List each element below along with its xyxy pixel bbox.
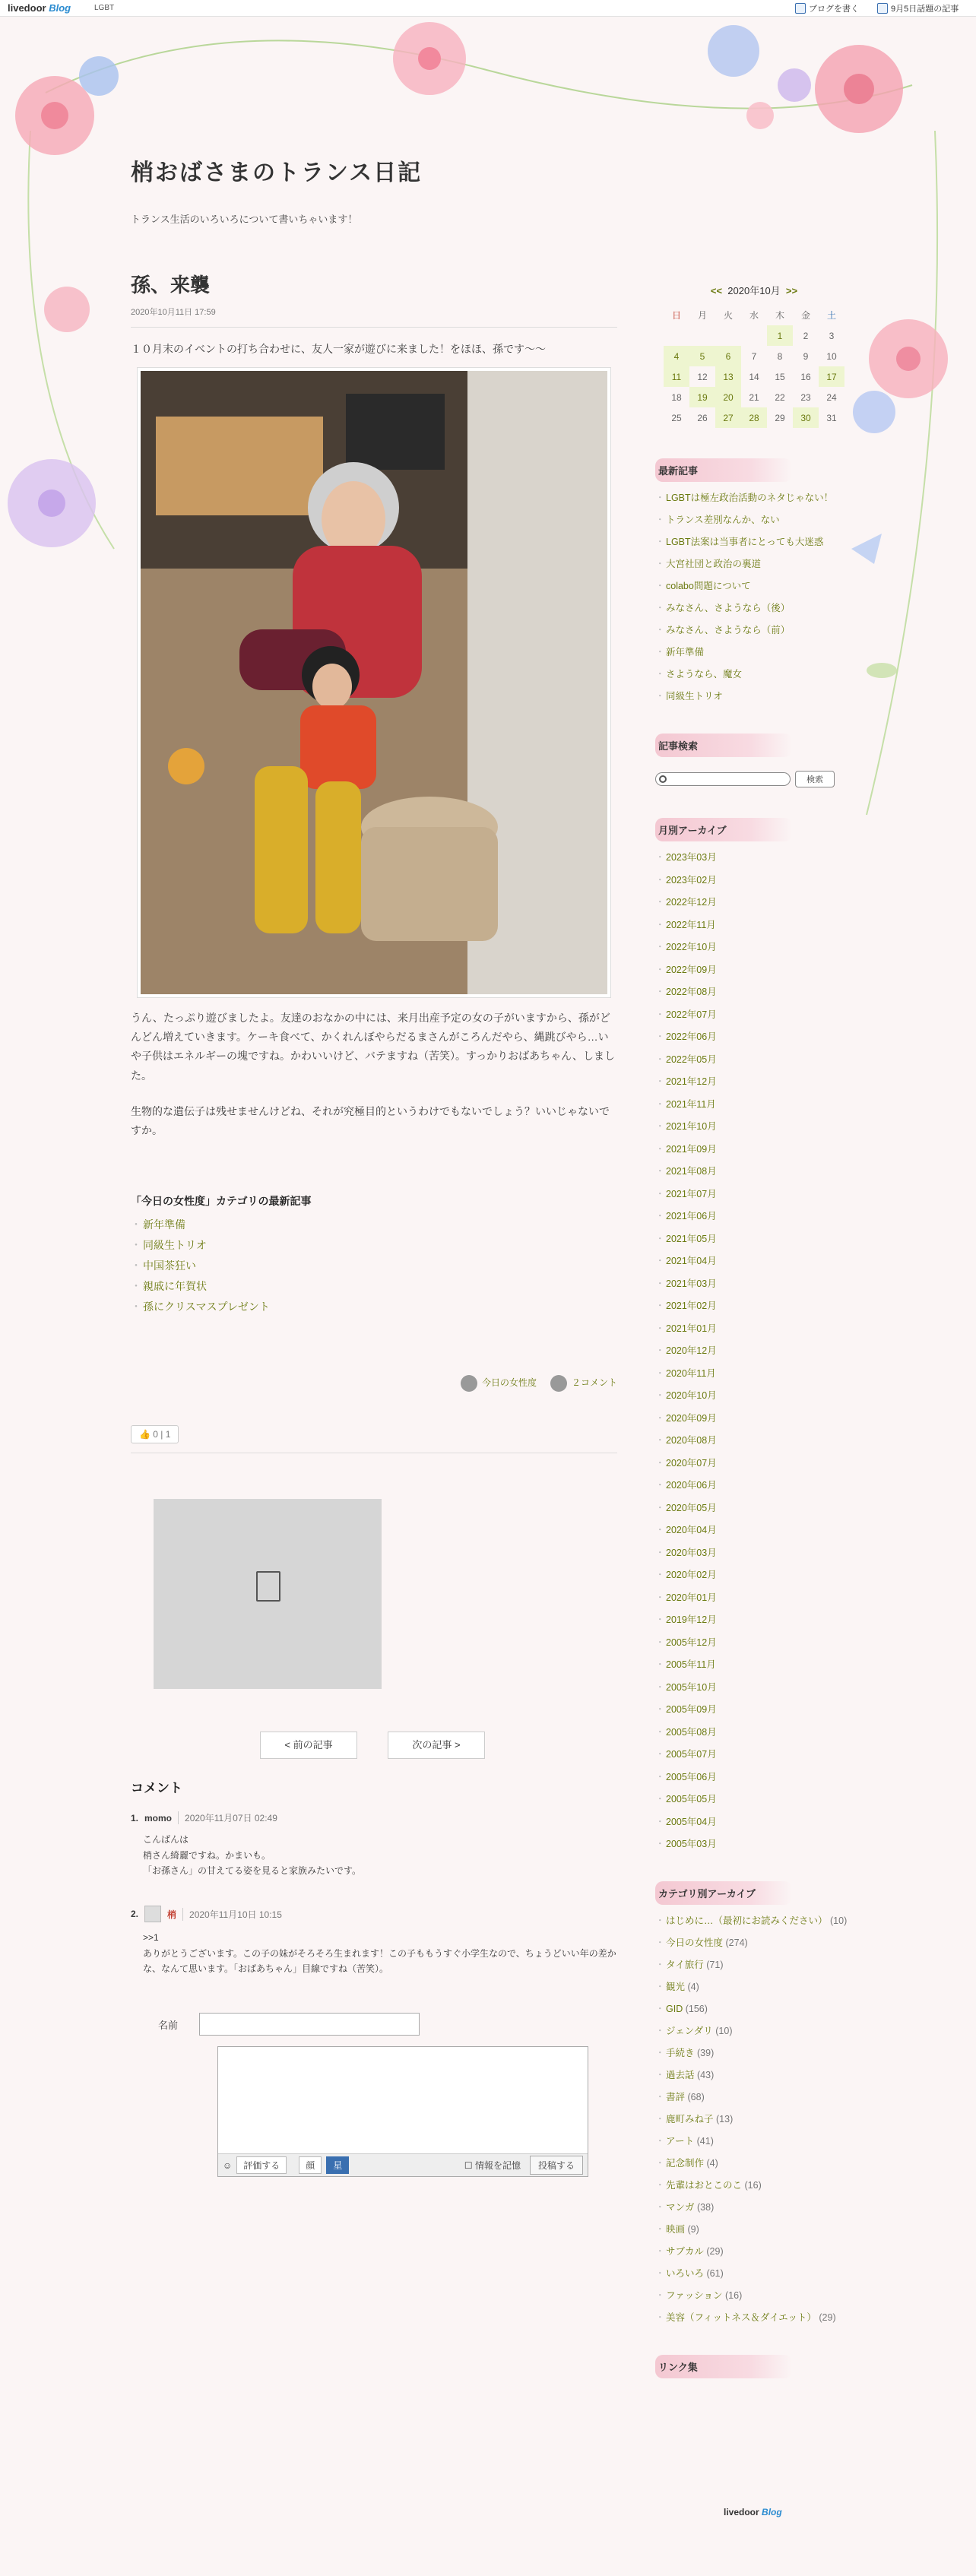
calendar-day: 8 bbox=[777, 350, 783, 362]
category-link[interactable] bbox=[655, 2024, 853, 2038]
category-count: (156) bbox=[685, 2004, 708, 2014]
category-count: (13) bbox=[716, 2114, 734, 2124]
category-name: アート bbox=[666, 2136, 695, 2147]
broken-image-icon bbox=[256, 1571, 280, 1602]
category-count: (4) bbox=[687, 1982, 699, 1992]
category-count: (38) bbox=[697, 2202, 715, 2213]
category-count: (10) bbox=[715, 2026, 733, 2036]
pencil-icon bbox=[795, 3, 806, 14]
rate-dropdown[interactable]: 評価する bbox=[236, 2156, 287, 2174]
post-photo-illustration bbox=[141, 371, 607, 994]
calendar-day bbox=[689, 325, 715, 346]
topbar-category-link[interactable]: LGBT bbox=[94, 4, 115, 12]
folder-icon bbox=[461, 1375, 477, 1392]
calendar-day: 15 bbox=[775, 371, 785, 382]
search-input[interactable] bbox=[655, 772, 791, 786]
category-name: 鹿町みね子 bbox=[666, 2114, 714, 2124]
category-count: (68) bbox=[687, 2092, 705, 2102]
blog-description: トランス生活のいろいろについて書いちゃいます！ bbox=[131, 214, 358, 225]
calendar-day[interactable]: 17 bbox=[819, 366, 844, 387]
calendar-day: 7 bbox=[751, 350, 757, 362]
calendar-weekday: 月 bbox=[697, 310, 707, 321]
archive-month-link[interactable]: ・ 2021年08月 bbox=[655, 1164, 853, 1178]
archive-month-link[interactable]: ・ 2020年11月 bbox=[655, 1367, 853, 1380]
calendar-prev-link[interactable]: << bbox=[710, 285, 723, 296]
post-title[interactable]: 孫、来襲 bbox=[131, 274, 211, 297]
calendar-day[interactable]: 20 bbox=[715, 387, 741, 407]
category-link[interactable] bbox=[655, 1914, 853, 1928]
archive-month-link[interactable]: ・ 2021年06月 bbox=[655, 1209, 853, 1223]
livedoor-blog-logo[interactable]: livedoor Blog bbox=[8, 2, 71, 14]
calendar-day: 12 bbox=[697, 371, 708, 382]
archive-month-link[interactable]: ・ 2020年03月 bbox=[655, 1546, 853, 1560]
calendar-day bbox=[664, 325, 689, 346]
archive-month-link[interactable]: ・ 2023年02月 bbox=[655, 873, 853, 887]
calendar-day[interactable]: 11 bbox=[664, 366, 689, 387]
related-article-link[interactable]: ・ 親戚に年賀状 bbox=[131, 1276, 617, 1297]
calendar-weekday: 金 bbox=[800, 310, 810, 321]
monthly-archive-list bbox=[655, 851, 853, 1851]
category-count: (41) bbox=[696, 2136, 714, 2147]
calendar-title: 2020年10月 bbox=[727, 285, 781, 296]
calendar-day: 9 bbox=[803, 350, 809, 362]
archive-month-link[interactable]: ・ 2020年06月 bbox=[655, 1478, 853, 1492]
archive-month-link[interactable]: ・ 2022年10月 bbox=[655, 940, 853, 954]
archive-month-link[interactable]: ・ 2005年08月 bbox=[655, 1725, 853, 1739]
trending-articles-button[interactable]: 9月5日話題の記事 bbox=[877, 2, 959, 14]
category-name: 書評 bbox=[666, 2092, 686, 2102]
category-count: (10) bbox=[830, 1915, 848, 1926]
archive-month-link[interactable]: ・ 2022年09月 bbox=[655, 963, 853, 977]
avatar[interactable] bbox=[144, 1906, 161, 1922]
calendar-day: 24 bbox=[826, 391, 837, 403]
archive-month-link[interactable]: ・ 2021年12月 bbox=[655, 1075, 853, 1088]
recent-post-link[interactable]: ・ さようなら、魔女 bbox=[655, 667, 853, 681]
category-name: 手続き bbox=[666, 2048, 695, 2058]
category-count: (29) bbox=[819, 2312, 836, 2323]
calendar-day[interactable]: 4 bbox=[664, 346, 689, 366]
comment-text: こんばんは 梢さん綺麗ですね。かまいも。 「お孫さん」の甘えてる姿を見ると家族みたいです。 bbox=[143, 1834, 362, 1876]
category-name: 先輩はおとこのこ bbox=[666, 2180, 743, 2191]
related-article-link[interactable]: ・ 孫にクリスマスプレゼント bbox=[131, 1297, 617, 1317]
main-column bbox=[131, 270, 617, 2177]
face-button[interactable]: 顔 bbox=[299, 2156, 322, 2174]
category-link[interactable] bbox=[655, 2223, 853, 2236]
comment-textarea[interactable] bbox=[217, 2046, 588, 2177]
calendar-day bbox=[741, 325, 767, 346]
search-title: 記事検索 bbox=[655, 734, 792, 757]
category-link[interactable] bbox=[655, 2090, 853, 2104]
archive-month-link[interactable]: ・ 2020年02月 bbox=[655, 1568, 853, 1582]
name-label: 名前 bbox=[158, 2019, 179, 2031]
category-link[interactable] bbox=[655, 1958, 853, 1972]
category-link[interactable] bbox=[655, 2178, 853, 2192]
next-article-button[interactable]: 次の記事 > bbox=[388, 1732, 485, 1759]
archive-month-link[interactable]: ・ 2022年12月 bbox=[655, 895, 853, 909]
post-photo[interactable] bbox=[137, 367, 611, 998]
post-date: 2020年10月11日 17:59 bbox=[131, 308, 216, 317]
archive-month-link[interactable]: ・ 2022年11月 bbox=[655, 918, 853, 932]
calendar bbox=[664, 305, 844, 428]
ad-image-placeholder[interactable] bbox=[154, 1499, 382, 1689]
category-count: (61) bbox=[706, 2268, 724, 2279]
archive-month-link[interactable]: ・ 2021年01月 bbox=[655, 1322, 853, 1336]
archive-month-link[interactable]: ・ 2020年05月 bbox=[655, 1501, 853, 1515]
calendar-day[interactable]: 6 bbox=[715, 346, 741, 366]
category-name: 記念制作 bbox=[666, 2158, 705, 2169]
calendar-weekday: 水 bbox=[749, 310, 759, 321]
recent-post-link[interactable]: ・ colabo問題について bbox=[655, 579, 853, 593]
category-name: いろいろ bbox=[666, 2268, 705, 2279]
calendar-day: 31 bbox=[826, 412, 837, 423]
archive-month-link[interactable]: ・ 2020年07月 bbox=[655, 1456, 853, 1470]
calendar-day[interactable]: 30 bbox=[793, 407, 819, 428]
post-body-paragraph: 生物的な遺伝子は残せませんけどね、それが究極目的というわけでもないでしょう？いいじゃないですか。 bbox=[131, 1104, 610, 1136]
recent-posts-title: 最新記事 bbox=[655, 458, 792, 482]
category-name: 今日の女性度 bbox=[666, 1938, 724, 1948]
emoji-icon[interactable]: ☺ bbox=[223, 2159, 233, 2171]
archive-title: 月別アーカイブ bbox=[655, 818, 792, 841]
category-name: はじめに…（最初にお読みください） bbox=[666, 1915, 828, 1926]
post-pager bbox=[260, 1732, 617, 1759]
category-count: (4) bbox=[706, 2158, 718, 2169]
category-link[interactable] bbox=[655, 2002, 853, 2016]
archive-month-link[interactable]: ・ 2020年10月 bbox=[655, 1389, 853, 1402]
calendar-weekday: 木 bbox=[775, 310, 784, 321]
comments-heading: コメント bbox=[131, 1781, 182, 1796]
archive-month-link[interactable]: ・ 2022年05月 bbox=[655, 1053, 853, 1066]
category-name: マンガ bbox=[666, 2202, 695, 2213]
calendar-day[interactable]: 13 bbox=[715, 366, 741, 387]
archive-month-link[interactable]: ・ 2020年08月 bbox=[655, 1434, 853, 1447]
footer-livedoor-logo[interactable]: livedoor Blog bbox=[724, 2507, 782, 2517]
post-body bbox=[131, 1009, 617, 1140]
archive-month-link[interactable]: ・ 2021年03月 bbox=[655, 1277, 853, 1291]
category-link[interactable] bbox=[655, 2311, 853, 2324]
calendar-day: 16 bbox=[800, 371, 811, 382]
archive-month-link[interactable]: ・ 2020年12月 bbox=[655, 1344, 853, 1358]
category-link[interactable] bbox=[655, 2245, 853, 2258]
calendar-day: 25 bbox=[671, 412, 682, 423]
archive-month-link[interactable]: ・ 2005年06月 bbox=[655, 1770, 853, 1784]
calendar-day[interactable]: 28 bbox=[741, 407, 767, 428]
archive-month-link[interactable]: ・ 2021年05月 bbox=[655, 1232, 853, 1246]
archive-month-link[interactable]: ・ 2005年11月 bbox=[655, 1658, 853, 1671]
comment-date: 2020年11月07日 02:49 bbox=[178, 1811, 277, 1824]
recent-post-link[interactable]: ・ みなさん、さようなら（後） bbox=[655, 601, 853, 615]
comment-icon bbox=[550, 1375, 567, 1392]
calendar-day: 3 bbox=[829, 330, 835, 341]
calendar-day: 18 bbox=[671, 391, 682, 403]
archive-month-link[interactable]: ・ 2005年12月 bbox=[655, 1636, 853, 1649]
archive-month-link[interactable]: ・ 2005年10月 bbox=[655, 1681, 853, 1694]
category-name: ジェンダリ bbox=[666, 2026, 713, 2036]
archive-month-link[interactable]: ・ 2022年07月 bbox=[655, 1008, 853, 1022]
archive-month-link[interactable]: ・ 2021年11月 bbox=[655, 1098, 853, 1111]
related-article-link[interactable]: ・ 中国茶狂い bbox=[131, 1256, 617, 1276]
category-archive-title: カテゴリ別アーカイブ bbox=[655, 1881, 792, 1905]
recent-post-link[interactable]: ・ LGBT法案は当事者にとっても大迷惑 bbox=[655, 535, 853, 549]
comment-item bbox=[131, 1906, 617, 1976]
category-count: (39) bbox=[697, 2048, 715, 2058]
archive-month-link[interactable]: ・ 2005年07月 bbox=[655, 1747, 853, 1761]
related-articles bbox=[131, 1193, 617, 1317]
archive-month-link[interactable]: ・ 2021年04月 bbox=[655, 1254, 853, 1268]
category-name: サブカル bbox=[666, 2246, 704, 2257]
sidebar bbox=[655, 283, 853, 2378]
category-count: (274) bbox=[725, 1938, 748, 1948]
write-blog-button[interactable]: ブログを書く bbox=[795, 2, 859, 14]
archive-month-link[interactable]: ・ 2019年12月 bbox=[655, 1613, 853, 1627]
recent-posts-list bbox=[655, 491, 853, 703]
category-link[interactable] bbox=[655, 2156, 853, 2170]
calendar-day: 29 bbox=[775, 412, 785, 423]
recent-post-link[interactable]: ・ 大宮社団と政治の裏道 bbox=[655, 557, 853, 571]
calendar-day[interactable]: 19 bbox=[689, 387, 715, 407]
calendar-day bbox=[715, 325, 741, 346]
category-count: (9) bbox=[687, 2224, 699, 2235]
search-icon bbox=[659, 775, 667, 783]
category-link[interactable] bbox=[655, 2134, 853, 2148]
comment-text: >>1 ありがとうございます。この子の妹がそろそろ生まれます！この子ももうすぐ小学生なので、ちょうどいい年の差かな、なんて思います。「おばあちゃん」目線ですね（苦笑）。 bbox=[143, 1932, 616, 1975]
calendar-day[interactable]: 1 bbox=[767, 325, 793, 346]
category-link[interactable] bbox=[655, 2068, 853, 2082]
archive-month-link[interactable]: ・ 2020年09月 bbox=[655, 1412, 853, 1425]
category-name: GID bbox=[666, 2004, 683, 2014]
calendar-header bbox=[655, 283, 853, 297]
category-link[interactable] bbox=[655, 2046, 853, 2060]
search-widget bbox=[655, 771, 853, 787]
comment-form bbox=[158, 2013, 617, 2177]
category-name: 過去話 bbox=[666, 2070, 695, 2080]
archive-month-link[interactable]: ・ 2021年09月 bbox=[655, 1142, 853, 1156]
calendar-day[interactable]: 27 bbox=[715, 407, 741, 428]
calendar-weekday: 土 bbox=[826, 310, 836, 321]
post-lead-text: １０月末のイベントの打ち合わせに、友人一家が遊びに来ました！をほほ、孫です〜〜 bbox=[131, 343, 546, 355]
category-name: 観光 bbox=[666, 1982, 686, 1992]
comment-number: 1. bbox=[131, 1812, 139, 1823]
comment-number: 2. bbox=[131, 1909, 139, 1920]
calendar-day[interactable]: 5 bbox=[689, 346, 715, 366]
remember-checkbox[interactable]: ☐ 情報を記憶 bbox=[464, 2160, 521, 2172]
search-button[interactable]: 検索 bbox=[795, 771, 835, 787]
category-count: (71) bbox=[706, 1960, 724, 1970]
category-name: ファッション bbox=[666, 2290, 723, 2301]
comment-author: momo bbox=[144, 1812, 173, 1823]
category-link[interactable] bbox=[655, 2112, 853, 2126]
archive-month-link[interactable]: ・ 2023年03月 bbox=[655, 851, 853, 864]
category-link[interactable] bbox=[655, 2201, 853, 2214]
related-article-link[interactable]: ・ 新年準備 bbox=[131, 1215, 617, 1235]
archive-month-link[interactable]: ・ 2021年07月 bbox=[655, 1187, 853, 1201]
calendar-day: 23 bbox=[800, 391, 811, 403]
category-link[interactable] bbox=[655, 2289, 853, 2302]
related-heading: 「今日の女性度」カテゴリの最新記事 bbox=[131, 1195, 312, 1208]
calendar-icon bbox=[877, 3, 888, 14]
category-count: (16) bbox=[744, 2180, 762, 2191]
category-count: (29) bbox=[706, 2246, 724, 2257]
post-comments-link[interactable]: ２コメント bbox=[550, 1375, 617, 1392]
recent-post-link[interactable]: ・ 同級生トリオ bbox=[655, 689, 853, 703]
recent-post-link[interactable]: ・ 新年準備 bbox=[655, 645, 853, 659]
post-footer bbox=[131, 1375, 617, 1392]
archive-month-link[interactable]: ・ 2021年02月 bbox=[655, 1299, 853, 1313]
previous-article-button[interactable]: < 前の記事 bbox=[260, 1732, 357, 1759]
post-category-link[interactable]: 今日の女性度 bbox=[461, 1375, 537, 1392]
top-bar bbox=[0, 0, 976, 17]
archive-month-link[interactable]: ・ 2022年08月 bbox=[655, 985, 853, 999]
category-name: 映画 bbox=[666, 2224, 686, 2235]
blog-title[interactable]: 梢おばさまのトランス日記 bbox=[131, 160, 423, 186]
recent-post-link[interactable]: ・ みなさん、さようなら（前） bbox=[655, 623, 853, 637]
calendar-day: 21 bbox=[749, 391, 759, 403]
calendar-day: 22 bbox=[775, 391, 785, 403]
related-article-link[interactable]: ・ 同級生トリオ bbox=[131, 1235, 617, 1256]
category-name: 美容（フィットネス＆ダイエット） bbox=[666, 2312, 816, 2323]
calendar-next-link[interactable]: >> bbox=[785, 285, 798, 296]
recent-post-link[interactable]: ・ LGBTは極左政治活動のネタじゃない！ bbox=[655, 491, 853, 505]
category-name: タイ旅行 bbox=[666, 1960, 704, 1970]
calendar-weekday: 日 bbox=[671, 310, 681, 321]
category-archive-list bbox=[655, 1914, 853, 2324]
category-link[interactable] bbox=[655, 2267, 853, 2280]
like-button[interactable]: 👍 0 | 1 bbox=[131, 1425, 179, 1443]
archive-month-link[interactable]: ・ 2005年04月 bbox=[655, 1815, 853, 1829]
category-count: (43) bbox=[697, 2070, 715, 2080]
archive-month-link[interactable]: ・ 2020年01月 bbox=[655, 1591, 853, 1605]
archive-month-link[interactable]: ・ 2020年04月 bbox=[655, 1523, 853, 1537]
comment-author[interactable]: 梢 bbox=[167, 1909, 177, 1920]
archive-month-link[interactable]: ・ 2005年03月 bbox=[655, 1837, 853, 1851]
calendar-day: 26 bbox=[697, 412, 708, 423]
archive-month-link[interactable]: ・ 2005年09月 bbox=[655, 1703, 853, 1716]
archive-month-link[interactable]: ・ 2022年06月 bbox=[655, 1030, 853, 1044]
submit-comment-button[interactable]: 投稿する bbox=[530, 2156, 583, 2175]
comment-date: 2020年11月10日 10:15 bbox=[182, 1908, 282, 1921]
recent-post-link[interactable]: ・ トランス差別なんか、ない bbox=[655, 513, 853, 527]
divider bbox=[131, 327, 617, 328]
calendar-weekday: 火 bbox=[723, 310, 733, 321]
category-link[interactable] bbox=[655, 1980, 853, 1994]
category-count: (16) bbox=[725, 2290, 743, 2301]
archive-month-link[interactable]: ・ 2005年05月 bbox=[655, 1792, 853, 1806]
post-body-paragraph: うん、たっぷり遊びましたよ。友達のおなかの中には、来月出産予定の女の子がいますから、孫がどんどん増えていきます。ケーキ食べて、かくれんぼやらだるまさんがころんだやら、縄跳びやら…いや子供はエネルギーの塊ですね。かわいいけど、バテますね（苦笑）。すっかりおばあちゃん、しました。 bbox=[131, 1012, 615, 1082]
calendar-day: 10 bbox=[826, 350, 837, 362]
archive-month-link[interactable]: ・ 2021年10月 bbox=[655, 1120, 853, 1133]
star-button[interactable]: 星 bbox=[326, 2156, 349, 2174]
category-link[interactable] bbox=[655, 1936, 853, 1950]
name-field[interactable] bbox=[199, 2013, 420, 2036]
calendar-day: 14 bbox=[749, 371, 759, 382]
comment-item bbox=[131, 1811, 617, 1878]
links-title: リンク集 bbox=[655, 2355, 792, 2378]
calendar-day: 2 bbox=[803, 330, 809, 341]
